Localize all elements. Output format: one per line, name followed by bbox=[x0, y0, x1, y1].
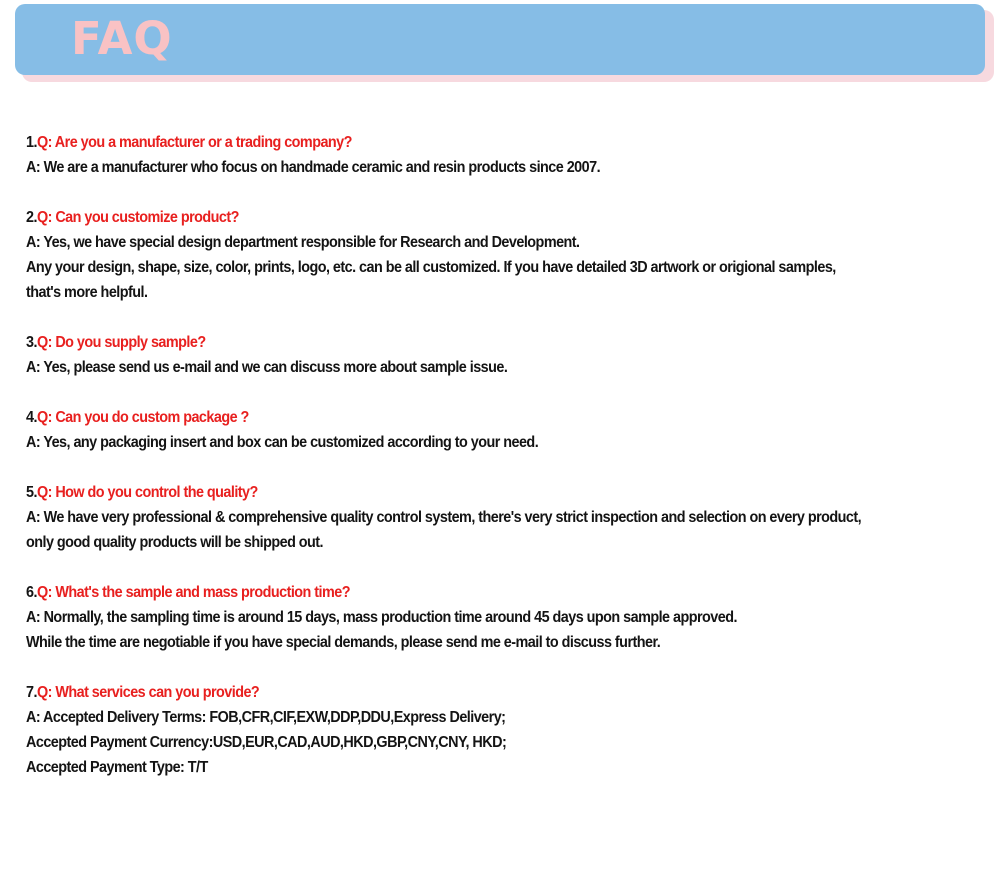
faq-question bbox=[26, 580, 895, 605]
faq-question-text: Q: What services can you provide? bbox=[36, 684, 260, 701]
faq-question-text: Q: How do you control the quality? bbox=[36, 484, 258, 501]
faq-item-6 bbox=[26, 580, 991, 655]
faq-number: 5. bbox=[26, 484, 37, 501]
faq-item-4 bbox=[26, 405, 991, 455]
faq-question-text: Q: What's the sample and mass production time? bbox=[36, 584, 350, 601]
faq-answer-line: A: Yes, any packaging insert and box can be customized according to your need. bbox=[26, 434, 539, 451]
faq-answer-line: While the time are negotiable if you have special demands, please send me e-mail to discuss further. bbox=[26, 634, 661, 651]
faq-answer-line: Any your design, shape, size, color, prints, logo, etc. can be all customized. If you have detailed 3D artwork or origional samples, bbox=[26, 259, 836, 276]
faq-answer-line: A: Normally, the sampling time is around 15 days, mass production time around 45 days upon sample approved. bbox=[26, 609, 737, 626]
faq-number: 2. bbox=[26, 209, 37, 226]
faq-answer-line: Accepted Payment Type: T/T bbox=[26, 759, 208, 776]
faq-question-text: Q: Can you do custom package ? bbox=[36, 409, 249, 426]
faq-question bbox=[26, 405, 895, 430]
faq-question-text: Q: Are you a manufacturer or a trading company? bbox=[36, 134, 352, 151]
faq-item-5 bbox=[26, 480, 991, 555]
faq-question bbox=[26, 480, 895, 505]
faq-number: 7. bbox=[26, 684, 37, 701]
faq-answer-line: A: Yes, we have special design department responsible for Research and Development. bbox=[26, 234, 580, 251]
faq-list bbox=[26, 130, 991, 805]
faq-item-2 bbox=[26, 205, 991, 305]
faq-number: 1. bbox=[26, 134, 37, 151]
faq-question-text: Q: Can you customize product? bbox=[36, 209, 239, 226]
faq-item-1 bbox=[26, 130, 991, 180]
faq-answer-line: only good quality products will be shipped out. bbox=[26, 534, 324, 551]
faq-question bbox=[26, 330, 895, 355]
faq-answer-line: A: We are a manufacturer who focus on handmade ceramic and resin products since 2007. bbox=[26, 159, 601, 176]
faq-item-7 bbox=[26, 680, 991, 780]
faq-question bbox=[26, 130, 895, 155]
faq-number: 4. bbox=[26, 409, 37, 426]
faq-answer-line: that's more helpful. bbox=[26, 284, 148, 301]
faq-answer-line: A: Yes, please send us e-mail and we can discuss more about sample issue. bbox=[26, 359, 508, 376]
faq-item-3 bbox=[26, 330, 991, 380]
faq-question bbox=[26, 680, 895, 705]
faq-number: 6. bbox=[26, 584, 37, 601]
faq-number: 3. bbox=[26, 334, 37, 351]
faq-answer-line: A: We have very professional & comprehensive quality control system, there's very strict inspection and selection on every product, bbox=[26, 509, 862, 526]
page-title: FAQ bbox=[71, 12, 173, 65]
faq-question-text: Q: Do you supply sample? bbox=[36, 334, 206, 351]
faq-answer-line: A: Accepted Delivery Terms: FOB,CFR,CIF,EXW,DDP,DDU,Express Delivery; bbox=[26, 709, 506, 726]
faq-answer-line: Accepted Payment Currency:USD,EUR,CAD,AUD,HKD,GBP,CNY,CNY, HKD; bbox=[26, 734, 507, 751]
faq-question bbox=[26, 205, 895, 230]
